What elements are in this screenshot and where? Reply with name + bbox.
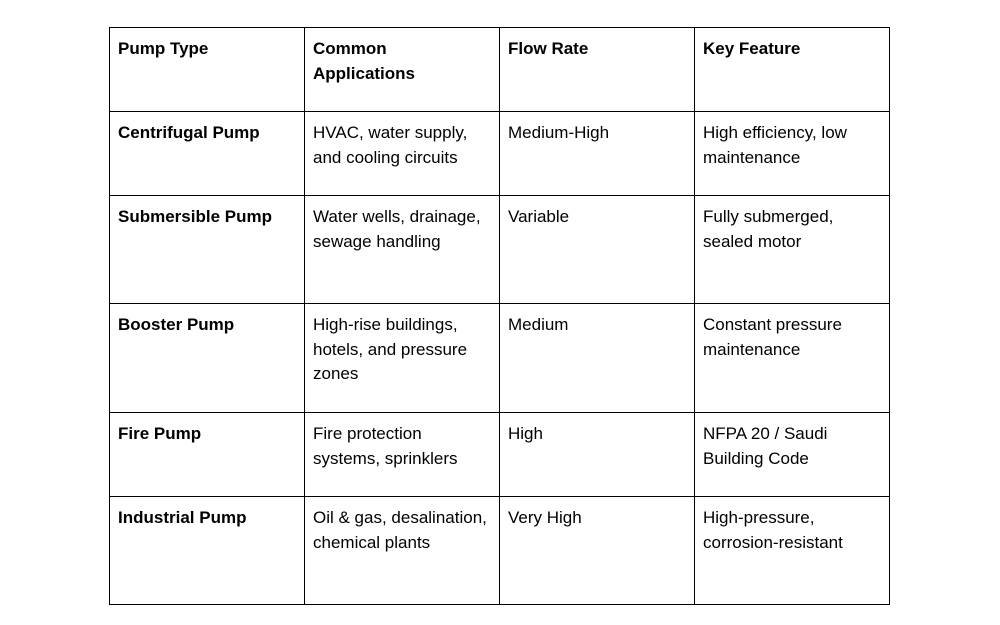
pump-type-cell: Centrifugal Pump <box>110 112 305 196</box>
pump-type-cell: Fire Pump <box>110 413 305 497</box>
applications-cell: Water wells, drainage, sewage handling <box>305 196 500 304</box>
table-row <box>110 304 890 413</box>
key-feature-cell: Fully submerged, sealed motor <box>695 196 890 304</box>
table-header-row <box>110 28 890 112</box>
applications-cell: Oil & gas, desalination, chemical plants <box>305 497 500 605</box>
table-row <box>110 196 890 304</box>
pump-type-cell: Industrial Pump <box>110 497 305 605</box>
header-flow-rate: Flow Rate <box>500 28 695 112</box>
key-feature-cell: Constant pressure maintenance <box>695 304 890 413</box>
pump-comparison-table <box>109 27 890 605</box>
applications-cell: High-rise buildings, hotels, and pressure zones <box>305 304 500 413</box>
flow-rate-cell: Very High <box>500 497 695 605</box>
flow-rate-cell: Medium <box>500 304 695 413</box>
flow-rate-cell: High <box>500 413 695 497</box>
table-row <box>110 413 890 497</box>
key-feature-cell: High-pressure, corrosion-resistant <box>695 497 890 605</box>
pump-type-cell: Submersible Pump <box>110 196 305 304</box>
table-row <box>110 497 890 605</box>
key-feature-cell: High efficiency, low maintenance <box>695 112 890 196</box>
applications-cell: HVAC, water supply, and cooling circuits <box>305 112 500 196</box>
flow-rate-cell: Medium-High <box>500 112 695 196</box>
header-common-applications: Common Applications <box>305 28 500 112</box>
header-key-feature: Key Feature <box>695 28 890 112</box>
applications-cell: Fire protection systems, sprinklers <box>305 413 500 497</box>
pump-comparison-table-container <box>109 27 890 605</box>
pump-type-cell: Booster Pump <box>110 304 305 413</box>
key-feature-cell: NFPA 20 / Saudi Building Code <box>695 413 890 497</box>
header-pump-type: Pump Type <box>110 28 305 112</box>
flow-rate-cell: Variable <box>500 196 695 304</box>
table-row <box>110 112 890 196</box>
